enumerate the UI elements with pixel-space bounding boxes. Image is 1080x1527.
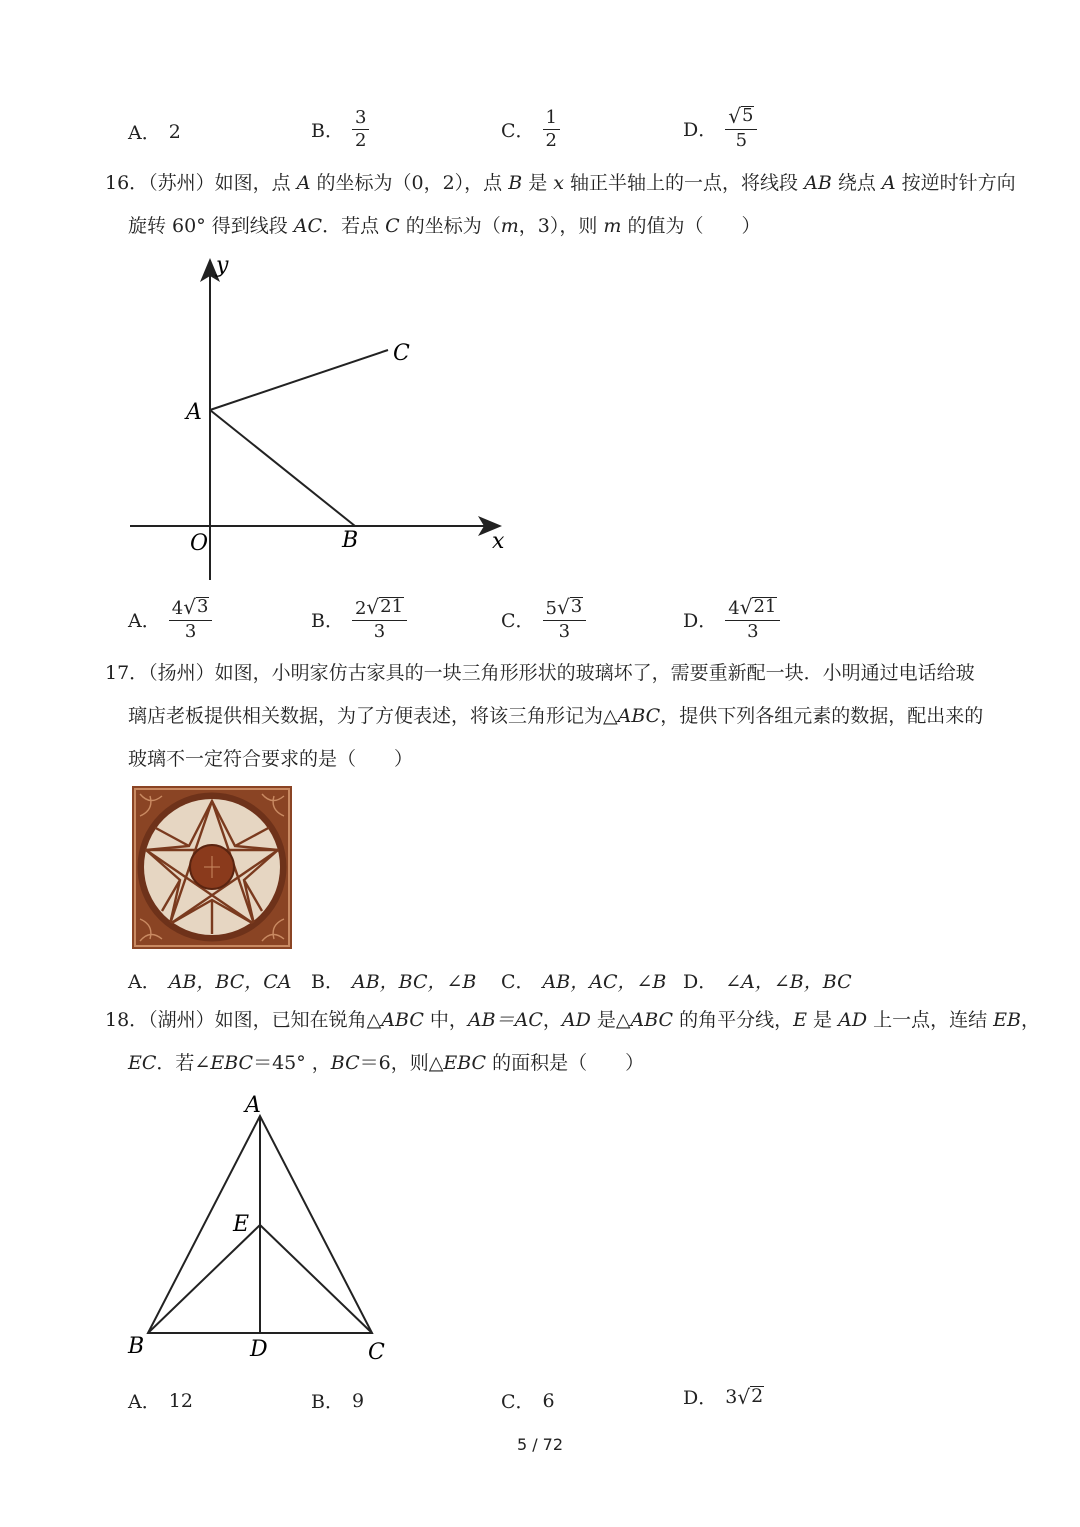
fraction: $\frac{1}{2}$ [543,108,560,151]
q18-option-c: C． 6 [501,1389,555,1413]
segment-ab [210,410,355,526]
q16-coordinate-figure [120,250,520,590]
q17-text-line1: 17．（扬州）如图，小明家仿古家具的一块三角形形状的玻璃坏了，需要重新配一块．小明通过电话给玻 [105,662,975,684]
q16-option-b: B． 2 √ 21 3 [311,597,407,642]
fraction: 4 √ 21 3 [725,597,780,642]
q17-option-c: C． AB，AC，∠B [501,971,667,993]
q15-option-c: C． $\frac{1}{2}$ [501,108,560,151]
segment-ac [210,350,388,410]
fraction: 4 √ 3 3 [169,597,213,642]
q16-option-d: D． 4 √ 21 3 [683,597,780,642]
label-c: C [393,341,410,366]
q16-option-a: A． 4 √ 3 3 [128,597,212,642]
label-o: O [190,531,209,556]
q17-option-a: A． AB，BC，CA [128,971,292,993]
q18-option-d: D． 3 √ 2 [683,1384,764,1409]
label-d: D [250,1337,268,1362]
fraction: √ 5 5 [725,106,757,151]
q18-option-b: B． 9 [311,1389,365,1413]
q15-option-b: B． $\frac{3}{2}$ [311,108,369,151]
q16-option-c: C． 5 √ 3 3 [501,597,586,642]
label-a: A [186,400,202,425]
q18-option-a: A． 12 [128,1389,193,1413]
q18-triangle-figure [120,1088,400,1373]
q17-text-line3: 玻璃不一定符合要求的是（ ） [128,748,414,770]
page-number: 5 / 72 [516,1435,564,1454]
q17-option-b: B． AB，BC，∠B [311,971,477,993]
segment-eb [148,1225,260,1333]
label-a: A [245,1093,261,1118]
segment-ec [260,1225,372,1333]
label-y: y [216,253,229,278]
label-e: E [233,1212,250,1237]
q16-text-line1: 16．（苏州）如图，点 A 的坐标为（0，2），点 B 是 x 轴正半轴上的一点，将线段 AB 绕点 A 按逆时针方向 [105,172,1016,194]
q17-glass-panel-image [132,786,292,949]
label-b: B [128,1334,145,1359]
label-b: B [342,528,359,553]
q15-option-d: D． √ 5 5 [683,106,757,151]
q18-text-line1: 18．（湖州）如图，已知在锐角△ABC 中，AB＝AC，AD 是△ABC 的角平分线，E 是 AD 上一点，连结 EB， [105,1009,1041,1031]
q17-option-d: D． ∠A，∠B，BC [683,971,852,993]
q18-text-line2: EC．若∠EBC＝45° ，BC＝6，则△EBC 的面积是（ ） [128,1052,645,1074]
fraction: 2 √ 21 3 [352,597,407,642]
q16-text-line2: 旋转 60° 得到线段 AC．若点 C 的坐标为（m，3），则 m 的值为（ ） [128,215,761,237]
q17-text-line2: 璃店老板提供相关数据，为了方便表述，将该三角形记为△ABC，提供下列各组元素的数据，配出来的 [128,705,984,727]
fraction: $\frac{3}{2}$ [352,108,369,151]
label-x: x [492,529,505,554]
label-c: C [368,1340,385,1365]
q15-option-a: A． 2 [128,120,181,144]
fraction: 5 √ 3 3 [543,597,587,642]
